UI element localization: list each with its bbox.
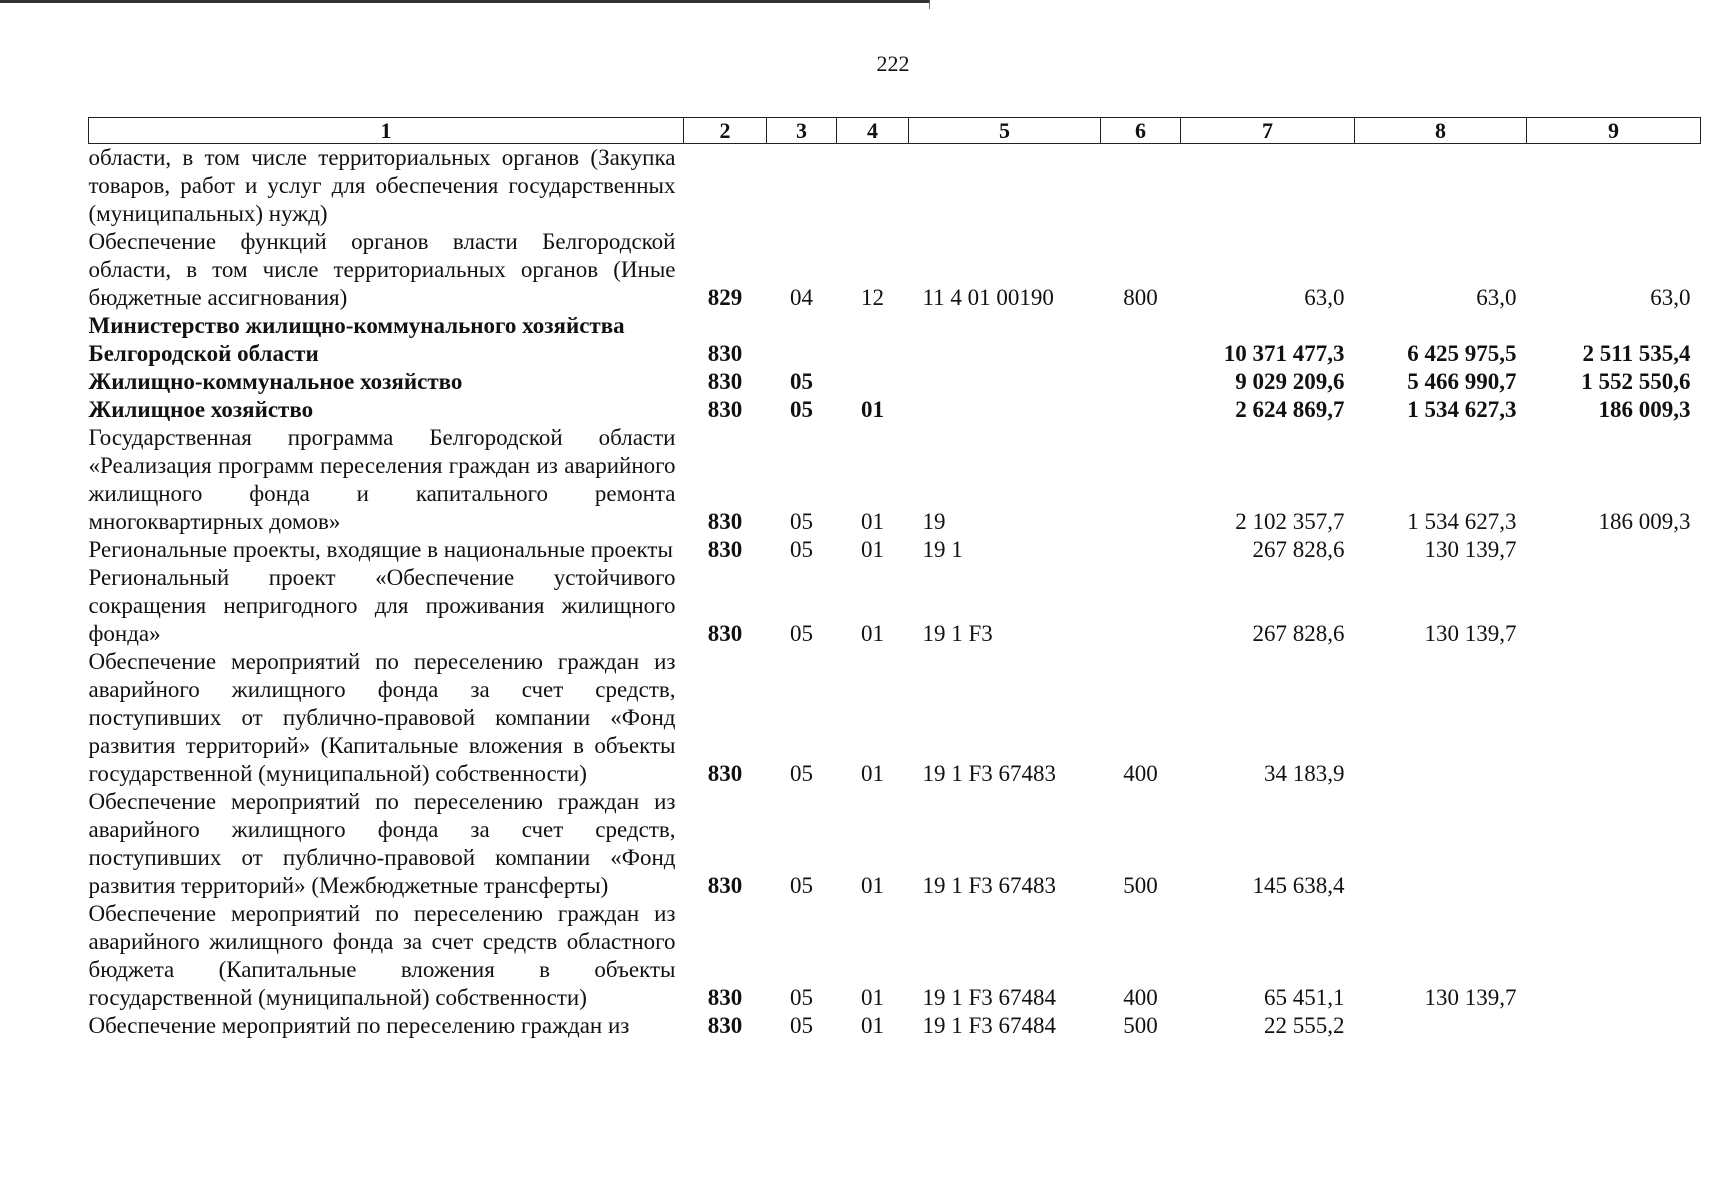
row-section: 05 bbox=[790, 537, 813, 562]
row-amount-col-9 bbox=[1527, 144, 1701, 229]
row-target-article bbox=[909, 396, 1101, 424]
header-col-9: 9 bbox=[1527, 118, 1701, 144]
header-col-8: 8 bbox=[1355, 118, 1527, 144]
header-col-6: 6 bbox=[1101, 118, 1181, 144]
table-row bbox=[89, 564, 1701, 648]
row-code: 830 bbox=[707, 761, 743, 786]
row-target-article: 19 1 bbox=[922, 537, 963, 562]
row-name: Обеспечение мероприятий по переселению граждан из аварийного жилищного фонда за счет средств, поступивших от публично-правовой компании «Фонд развития территорий» (Межбюджетные трансферты) bbox=[88, 789, 676, 898]
table-row bbox=[89, 368, 1701, 396]
row-expense-type: 400 bbox=[1123, 761, 1158, 786]
table-row bbox=[89, 396, 1701, 424]
row-code: 830 bbox=[707, 369, 743, 394]
row-target-article: 19 1 F3 67483 bbox=[922, 761, 1057, 786]
row-amount-col-8: 6 425 975,5 bbox=[1407, 341, 1517, 366]
row-amount-col-8: 5 466 990,7 bbox=[1407, 369, 1517, 394]
row-expense-type: 500 bbox=[1123, 1013, 1158, 1038]
row-amount-col-8: 130 139,7 bbox=[1424, 537, 1517, 562]
row-section: 05 bbox=[790, 873, 813, 898]
row-subsection: 01 bbox=[861, 985, 884, 1010]
row-subsection bbox=[837, 144, 909, 229]
header-col-5: 5 bbox=[909, 118, 1101, 144]
row-expense-type bbox=[1101, 368, 1181, 396]
row-name: Региональный проект «Обеспечение устойчивого сокращения непригодного для проживания жилищного фонда» bbox=[88, 565, 676, 646]
row-amount-col-9 bbox=[1527, 1012, 1701, 1040]
row-section: 04 bbox=[790, 285, 813, 310]
row-code: 830 bbox=[707, 509, 743, 534]
row-section: 05 bbox=[790, 1013, 813, 1038]
row-subsection: 01 bbox=[861, 621, 884, 646]
row-target-article: 19 1 F3 67484 bbox=[922, 985, 1057, 1010]
row-amount-col-7: 145 638,4 bbox=[1252, 873, 1345, 898]
row-name: области, в том числе территориальных органов (Закупка товаров, работ и услуг для обеспечения государственных (муниципальных) нужд) bbox=[88, 145, 676, 226]
row-amount-col-7: 267 828,6 bbox=[1252, 621, 1345, 646]
table-row bbox=[89, 144, 1701, 229]
scan-edge-mark bbox=[0, 0, 930, 9]
row-subsection: 01 bbox=[861, 537, 884, 562]
row-name: Государственная программа Белгородской области «Реализация программ переселения граждан из аварийного жилищного фонда и капитального ремонта многоквартирных домов» bbox=[88, 425, 676, 534]
row-expense-type: 400 bbox=[1123, 985, 1158, 1010]
row-code bbox=[684, 144, 767, 229]
row-amount-col-8: 130 139,7 bbox=[1424, 985, 1517, 1010]
row-amount-col-8 bbox=[1355, 648, 1527, 788]
row-amount-col-7: 9 029 209,6 bbox=[1235, 369, 1345, 394]
table-row bbox=[89, 424, 1701, 536]
row-amount-col-7: 34 183,9 bbox=[1264, 761, 1345, 786]
row-section: 05 bbox=[790, 621, 813, 646]
header-col-1: 1 bbox=[89, 118, 684, 144]
row-name: Обеспечение функций органов власти Белгородской области, в том числе территориальных органов (Иные бюджетные ассигнования) bbox=[88, 229, 676, 310]
row-target-article bbox=[909, 144, 1101, 229]
page-number: 222 bbox=[876, 51, 910, 76]
row-amount-col-8: 130 139,7 bbox=[1424, 621, 1517, 646]
row-amount-col-7: 2 102 357,7 bbox=[1235, 509, 1345, 534]
row-target-article: 19 bbox=[922, 509, 946, 534]
header-col-7: 7 bbox=[1181, 118, 1355, 144]
row-target-article: 19 1 F3 bbox=[922, 621, 993, 646]
row-expense-type bbox=[1101, 396, 1181, 424]
row-amount-col-9 bbox=[1527, 900, 1701, 1012]
row-code: 830 bbox=[707, 537, 743, 562]
table-row bbox=[89, 228, 1701, 312]
row-expense-type bbox=[1101, 312, 1181, 368]
row-amount-col-7: 2 624 869,7 bbox=[1235, 397, 1345, 422]
row-amount-col-9 bbox=[1527, 564, 1701, 648]
row-code: 830 bbox=[707, 397, 743, 422]
row-section: 05 bbox=[790, 761, 813, 786]
row-name: Министерство жилищно-коммунального хозяйства Белгородской области bbox=[88, 313, 625, 366]
row-name: Жилищно-коммунальное хозяйство bbox=[88, 369, 463, 394]
row-section: 05 bbox=[790, 397, 813, 422]
table-row bbox=[89, 312, 1701, 368]
row-amount-col-9 bbox=[1527, 788, 1701, 900]
row-amount-col-7: 63,0 bbox=[1304, 285, 1345, 310]
row-amount-col-9: 186 009,3 bbox=[1598, 397, 1691, 422]
row-amount-col-9 bbox=[1527, 648, 1701, 788]
header-col-2: 2 bbox=[684, 118, 767, 144]
row-subsection bbox=[837, 368, 909, 396]
row-amount-col-7: 65 451,1 bbox=[1264, 985, 1345, 1010]
row-section bbox=[767, 144, 837, 229]
row-section: 05 bbox=[790, 509, 813, 534]
table-row bbox=[89, 536, 1701, 564]
row-amount-col-8: 1 534 627,3 bbox=[1407, 509, 1517, 534]
table-row bbox=[89, 788, 1701, 900]
row-amount-col-9: 63,0 bbox=[1650, 285, 1691, 310]
row-amount-col-8 bbox=[1355, 788, 1527, 900]
row-code: 830 bbox=[707, 1013, 743, 1038]
row-subsection bbox=[837, 312, 909, 368]
table-row bbox=[89, 900, 1701, 1012]
row-amount-col-8: 63,0 bbox=[1476, 285, 1517, 310]
row-amount-col-9: 186 009,3 bbox=[1598, 509, 1691, 534]
row-expense-type: 500 bbox=[1123, 873, 1158, 898]
row-amount-col-7: 267 828,6 bbox=[1252, 537, 1345, 562]
row-target-article bbox=[909, 312, 1101, 368]
row-subsection: 12 bbox=[861, 285, 884, 310]
row-name: Региональные проекты, входящие в национальные проекты bbox=[88, 537, 673, 562]
budget-table bbox=[88, 117, 1701, 1040]
row-subsection: 01 bbox=[861, 873, 884, 898]
row-subsection: 01 bbox=[861, 761, 884, 786]
row-amount-col-8 bbox=[1355, 1012, 1527, 1040]
row-amount-col-9: 1 552 550,6 bbox=[1581, 369, 1691, 394]
row-expense-type bbox=[1101, 424, 1181, 536]
row-code: 830 bbox=[707, 873, 743, 898]
row-name: Обеспечение мероприятий по переселению граждан из аварийного жилищного фонда за счет средств областного бюджета (Капитальные вложения в объекты государственной (муниципальной) собственности) bbox=[88, 901, 676, 1010]
row-target-article: 11 4 01 00190 bbox=[922, 285, 1054, 310]
row-name: Жилищное хозяйство bbox=[88, 397, 314, 422]
row-amount-col-8: 1 534 627,3 bbox=[1407, 397, 1517, 422]
row-name: Обеспечение мероприятий по переселению граждан из аварийного жилищного фонда за счет средств, поступивших от публично-правовой компании «Фонд развития территорий» (Капитальные вложения в объекты государственной (муниципальной) собственности) bbox=[88, 649, 676, 786]
row-name: Обеспечение мероприятий по переселению граждан из bbox=[88, 1013, 630, 1038]
row-code: 830 bbox=[707, 621, 743, 646]
row-amount-col-7: 22 555,2 bbox=[1264, 1013, 1345, 1038]
header-row bbox=[89, 118, 1701, 144]
row-amount-col-8 bbox=[1355, 144, 1527, 229]
row-code: 830 bbox=[707, 341, 743, 366]
row-subsection: 01 bbox=[861, 1013, 884, 1038]
row-amount-col-7 bbox=[1181, 144, 1355, 229]
table-row bbox=[89, 1012, 1701, 1040]
row-section: 05 bbox=[790, 985, 813, 1010]
row-subsection: 01 bbox=[861, 509, 884, 534]
row-expense-type bbox=[1101, 144, 1181, 229]
row-section: 05 bbox=[790, 369, 813, 394]
row-target-article: 19 1 F3 67483 bbox=[922, 873, 1057, 898]
table-row bbox=[89, 648, 1701, 788]
header-col-3: 3 bbox=[767, 118, 837, 144]
row-expense-type: 800 bbox=[1123, 285, 1158, 310]
row-target-article bbox=[909, 368, 1101, 396]
row-amount-col-7: 10 371 477,3 bbox=[1223, 341, 1345, 366]
row-section bbox=[767, 312, 837, 368]
header-col-4: 4 bbox=[837, 118, 909, 144]
row-expense-type bbox=[1101, 564, 1181, 648]
row-amount-col-9 bbox=[1527, 536, 1701, 564]
row-target-article: 19 1 F3 67484 bbox=[922, 1013, 1057, 1038]
row-expense-type bbox=[1101, 536, 1181, 564]
row-amount-col-9: 2 511 535,4 bbox=[1582, 341, 1691, 366]
table-body bbox=[89, 144, 1701, 1041]
row-subsection: 01 bbox=[861, 397, 884, 422]
row-code: 829 bbox=[707, 285, 743, 310]
row-code: 830 bbox=[707, 985, 743, 1010]
